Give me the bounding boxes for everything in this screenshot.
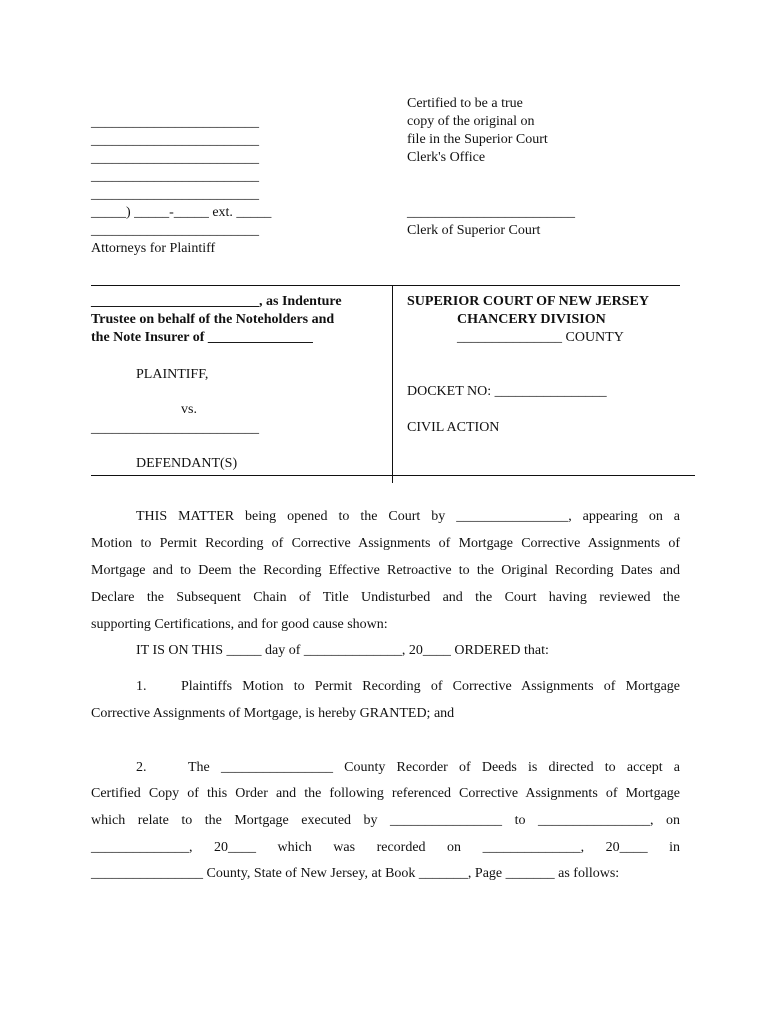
attorney-phone-line: _____) _____-_____ ext. _____ [91, 205, 272, 220]
defendant-label: DEFENDANT(S) [136, 456, 238, 471]
item-2-line-3: which relate to the Mortgage executed by ________________ to ________________, on [91, 813, 680, 828]
versus-label: vs. [181, 402, 197, 417]
clerk-signature-line: ________________________ [407, 205, 575, 220]
county-line: _______________ COUNTY [457, 330, 624, 345]
item-1-line-1: Plaintiffs Motion to Permit Recording of Corrective Assignments of Mortgage [181, 679, 680, 694]
attorneys-label: Attorneys for Plaintiff [91, 241, 216, 256]
certification-line-3: file in the Superior Court [407, 132, 548, 147]
court-name: SUPERIOR COURT OF NEW JERSEY [407, 294, 649, 309]
intro-line-3: Mortgage and to Deem the Recording Effective Retroactive to the Original Recording Dates and [91, 563, 680, 578]
attorney-line-3: ________________________ [91, 151, 259, 166]
court-division: CHANCERY DIVISION [457, 312, 606, 327]
intro-line-2: Motion to Permit Recording of Corrective Assignments of Mortgage Corrective Assignments of [91, 536, 680, 551]
caption-divider [392, 285, 393, 483]
plaintiff-label: PLAINTIFF, [136, 367, 209, 382]
caption-bottom-rule [91, 475, 695, 476]
attorney-line-7: ________________________ [91, 223, 259, 238]
caption-top-rule [91, 285, 680, 286]
civil-action-label: CIVIL ACTION [407, 420, 500, 435]
intro-line-4: Declare the Subsequent Chain of Title Undisturbed and the Court having reviewed the [91, 590, 680, 605]
item-2-line-1: The ________________ County Recorder of Deeds is directed to accept a [188, 760, 680, 775]
item-2-number: 2. [136, 760, 147, 775]
item-1-number: 1. [136, 679, 147, 694]
intro-line-5: supporting Certifications, and for good cause shown: [91, 617, 388, 632]
docket-number: DOCKET NO: ________________ [407, 384, 607, 399]
plaintiff-line-3: the Note Insurer of _______________ [91, 330, 313, 345]
item-1-line-2: Corrective Assignments of Mortgage, is hereby GRANTED; and [91, 706, 455, 721]
item-2-line-5: ________________ County, State of New Jersey, at Book _______, Page _______ as follows: [91, 866, 620, 881]
certification-line-1: Certified to be a true [407, 96, 523, 111]
plaintiff-line-2: Trustee on behalf of the Noteholders and [91, 312, 335, 327]
attorney-line-5: ________________________ [91, 187, 259, 202]
attorney-line-2: ________________________ [91, 133, 259, 148]
ordered-line: IT IS ON THIS _____ day of ______________, 20____ ORDERED that: [136, 643, 549, 658]
item-2-line-4: ______________, 20____ which was recorded on ______________, 20____ in [91, 840, 680, 855]
clerk-signature-label: Clerk of Superior Court [407, 223, 541, 238]
certification-line-2: copy of the original on [407, 114, 535, 129]
attorney-line-4: ________________________ [91, 169, 259, 184]
intro-line-1: THIS MATTER being opened to the Court by ________________, appearing on a [136, 509, 680, 524]
certification-line-4: Clerk's Office [407, 150, 486, 165]
defendant-name-line: ________________________ [91, 421, 259, 436]
plaintiff-line-1: ________________________, as Indenture [91, 294, 342, 309]
item-2-line-2: Certified Copy of this Order and the following referenced Corrective Assignments of Mortgage [91, 786, 680, 801]
attorney-line-1: ________________________ [91, 115, 259, 130]
